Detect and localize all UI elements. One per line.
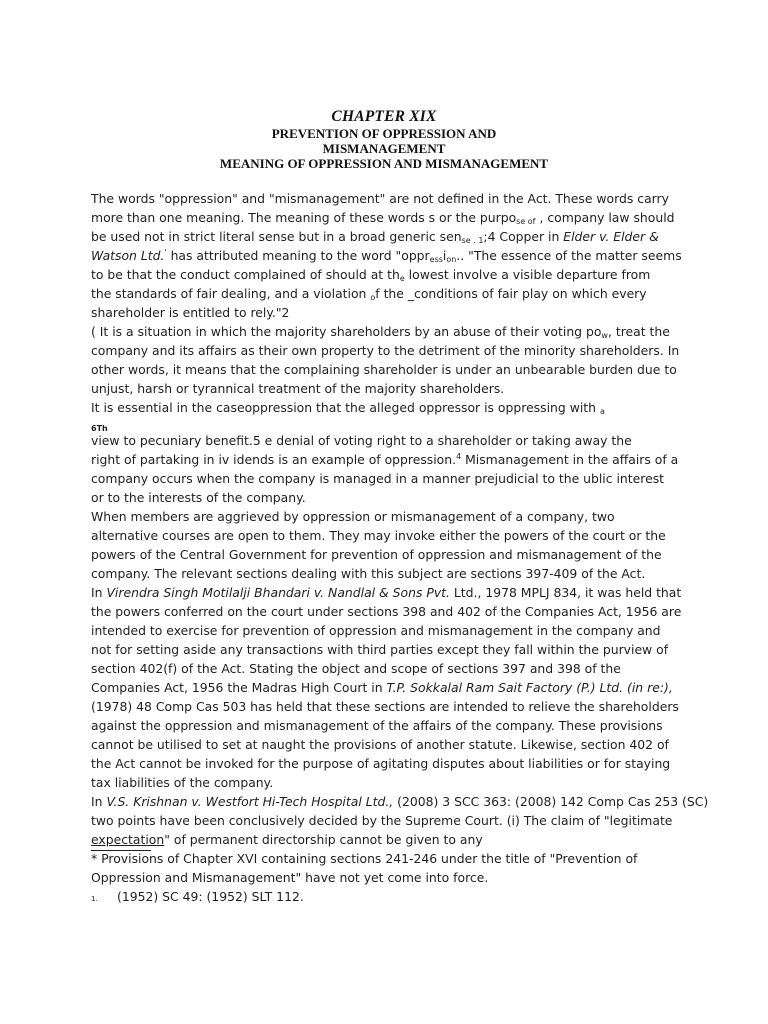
text-line: to be that the conduct complained of should at the lowest involve a visible departure from — [91, 267, 651, 283]
chapter-subtitle-line-3: MEANING OF OPPRESSION AND MISMANAGEMENT — [219, 156, 549, 171]
text-line: Watson Ltd.' has attributed meaning to the word "oppression.. "The essence of the matter seems — [91, 248, 682, 264]
text-line: right of partaking in iv idends is an example of oppression.$^4$ Mismanagement in the affairs of a — [91, 452, 679, 467]
text-line: (1978) 48 Comp Cas 503 has held that these sections are intended to relieve the shareholders — [91, 699, 679, 714]
text-line: section 402(f) of the Act. Stating the object and scope of sections 397 and 398 of the — [91, 661, 621, 676]
text-line: Companies Act, 1956 the Madras High Court in T.P. Sokkalal Ram Sait Factory (P.) Ltd. (in re:), — [91, 680, 673, 695]
text-line: company. The relevant sections dealing with this subject are sections 397-409 of the Act. — [91, 566, 646, 581]
case-name: Virendra Singh Motilalji Bhandari v. Nandlal & Sons Pvt. — [106, 585, 450, 600]
body-text — [91, 189, 709, 906]
text-line: view to pecuniary benefit.5 e denial of voting right to a shareholder or taking away the — [91, 433, 632, 448]
text-line: company occurs when the company is managed in a manner prejudicial to the ublic interest — [91, 471, 665, 486]
text-line: ( It is a situation in which the majority shareholders by an abuse of their voting pow, treat the — [91, 324, 670, 340]
text-line: 6Th — [91, 424, 108, 433]
case-name: Watson Ltd. — [91, 248, 165, 263]
text-line: powers of the Central Government for prevention of oppression and mismanagement of the — [91, 547, 662, 562]
text-line: more than one meaning. The meaning of these words s or the purpose of , company law should — [91, 210, 675, 226]
case-name: V.S. Krishnan v. Westfort Hi-Tech Hospital Ltd., — [106, 794, 394, 809]
footnote-1: 1. (1952) SC 49: (1952) SLT 112. — [91, 889, 304, 904]
text-line: two points have been conclusively decided by the Supreme Court. (i) The claim of "legitimate — [91, 813, 673, 828]
text-line: alternative courses are open to them. They may invoke either the powers of the court or the — [91, 528, 666, 543]
text-line: tax liabilities of the company. — [91, 775, 274, 790]
chapter-subtitle-line-2: MISMANAGEMENT — [322, 141, 446, 156]
text-line: In Virendra Singh Motilalji Bhandari v. Nandlal & Sons Pvt. Ltd., 1978 MPLJ 834, it was held that — [91, 585, 682, 600]
footnote-star: * Provisions of Chapter XVI containing sections 241-246 under the title of "Prevention of — [91, 851, 638, 866]
footnote-star-continued: Oppression and Mismanagement" have not yet come into force. — [91, 870, 489, 885]
text-line: cannot be utilised to set at naught the provisions of another statute. Likewise, section 402 of — [91, 737, 669, 752]
text-line: against the oppression and mismanagement of the affairs of the company. These provisions — [91, 718, 663, 733]
text-line: It is essential in the caseoppression that the alleged oppressor is oppressing with a — [91, 400, 605, 416]
text-line: not for setting aside any transactions with third parties except they fall within the purview of — [91, 642, 669, 657]
text-line: the Act cannot be invoked for the purpose of agitating disputes about liabilities or for staying — [91, 756, 671, 771]
text-line: When members are aggrieved by oppression or mismanagement of a company, two — [91, 509, 615, 524]
text-line: In V.S. Krishnan v. Westfort Hi-Tech Hospital Ltd., (2008) 3 SCC 363: (2008) 142 Comp Cas 253 (SC) — [91, 794, 709, 809]
footnote-divider — [91, 850, 151, 851]
text-line: the powers conferred on the court under sections 398 and 402 of the Companies Act, 1956 are — [91, 604, 682, 619]
text-line: the standards of fair dealing, and a violation of the _conditions of fair play on which every — [91, 286, 647, 302]
case-name: Elder v. Elder & — [563, 229, 659, 244]
chapter-title: CHAPTER XIX — [331, 108, 437, 125]
text-line: intended to exercise for prevention of oppression and mismanagement in the company and — [91, 623, 661, 638]
text-line: expectation" of permanent directorship cannot be given to any — [91, 832, 483, 847]
text-line: other words, it means that the complaining shareholder is under an unbearable burden due to — [91, 362, 677, 377]
underlined-term: expectation — [91, 832, 165, 847]
text-line: The words "oppression" and "mismanagement" are not defined in the Act. These words carry — [91, 191, 669, 206]
text-line: unjust, harsh or tyrannical treatment of the majority shareholders. — [91, 381, 505, 396]
text-line: shareholder is entitled to rely."2 — [91, 305, 290, 320]
chapter-subtitle-line-1: PREVENTION OF OPPRESSION AND — [271, 126, 497, 141]
text-line: company and its affairs as their own property to the detriment of the minority shareholders. In — [91, 343, 680, 358]
text-line: be used not in strict literal sense but in a broad generic sense . 1;4 Copper in Elder v. Elder & — [91, 229, 659, 245]
text-line: or to the interests of the company. — [91, 490, 306, 505]
case-name: T.P. Sokkalal Ram Sait Factory (P.) Ltd. (in re:), — [386, 680, 673, 695]
